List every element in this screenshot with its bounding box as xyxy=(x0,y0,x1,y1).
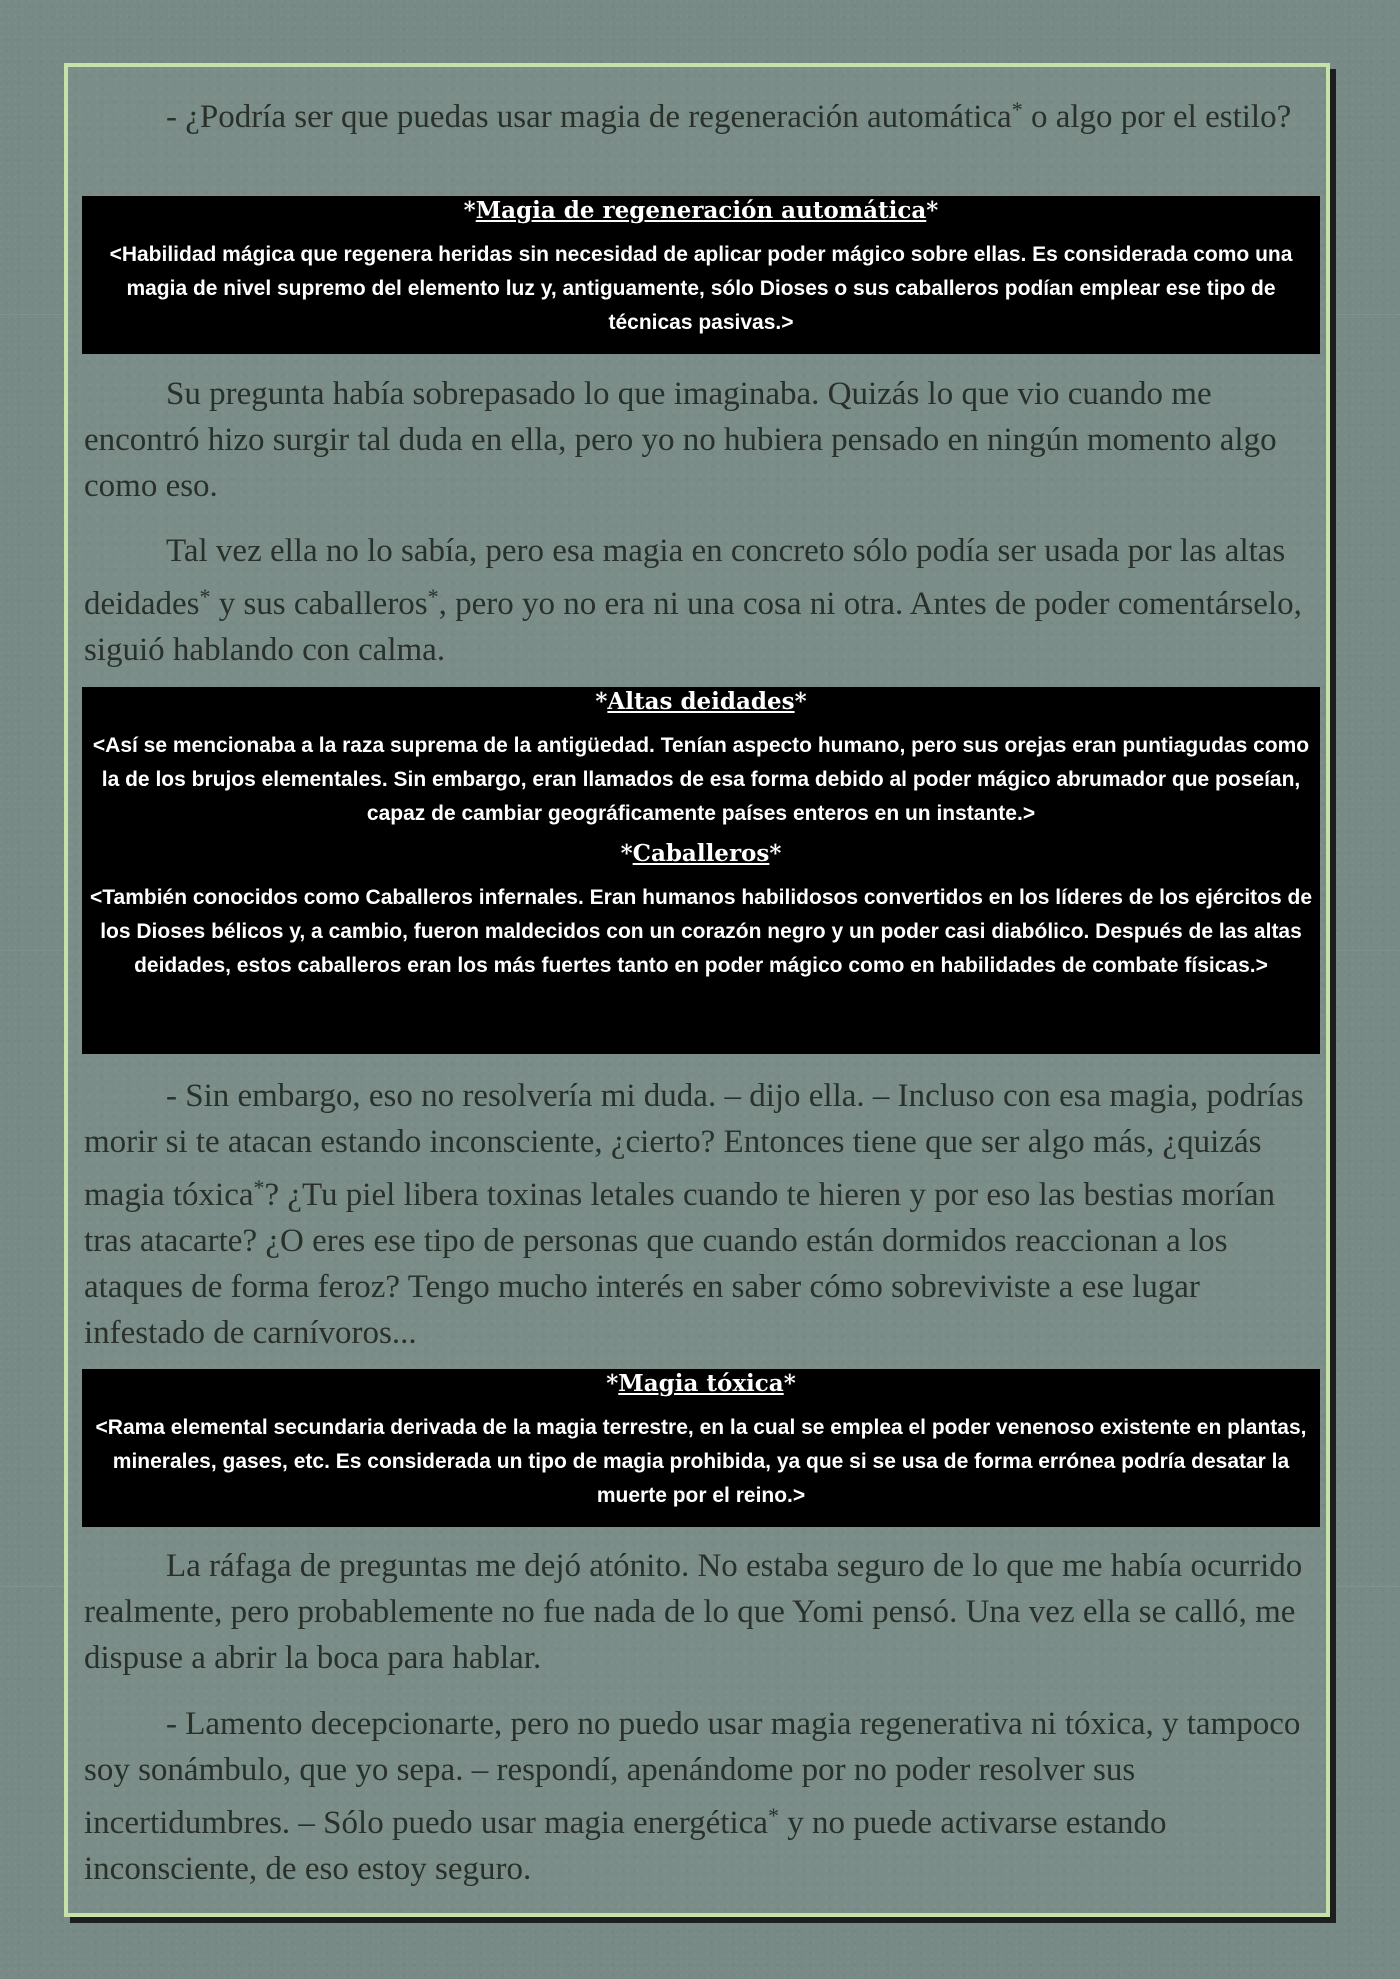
footnote-asterisk: * xyxy=(427,584,439,609)
paragraph-3-text-c: , pero yo no era ni una cosa ni otra. Antes de poder comentárselo, siguió hablando con calma. xyxy=(84,586,1302,668)
note-mark: * xyxy=(620,840,633,867)
paragraph-2: Su pregunta había sobrepasado lo que imaginaba. Quizás lo que vio cuando me encontró hizo surgir tal duda en ella, pero yo no hubiera pensado en ningún momento algo como eso. xyxy=(84,376,1277,504)
note-mark: * xyxy=(606,1370,619,1397)
note-title xyxy=(88,198,1314,224)
note-body: <También conocidos como Caballeros infernales. Eran humanos habilidosos convertidos en los líderes de los ejércitos de los Dioses bélicos y, a cambio, fueron maldecidos con un corazón negro y un poder casi diabólico. Después de las altas deidades, estos caballeros eran los más fuertes tanto en poder mágico como en habilidades de combate físicas.> xyxy=(89,886,1313,977)
paragraph-3-text-a: Tal vez ella no lo sabía, pero esa magia en concreto sólo podía ser usada por las altas deidades xyxy=(84,533,1286,622)
note-body: <Rama elemental secundaria derivada de la magia terrestre, en la cual se emplea el poder venenoso existente en plantas, minerales, gases, etc. Es considerada un tipo de magia prohibida, ya que si se usa de forma errónea podría desatar la muerte por el reino.> xyxy=(95,1416,1307,1507)
note-mark: * xyxy=(926,197,939,224)
note-title-text: Altas deidades xyxy=(607,688,795,715)
note-mark: * xyxy=(595,688,608,715)
note-mark: * xyxy=(794,688,807,715)
paragraph-1 xyxy=(84,87,1312,140)
glossary-note-deidades-caballeros xyxy=(82,687,1320,1054)
note-title-text: Magia de regeneración automática xyxy=(475,197,927,224)
footnote-asterisk: * xyxy=(253,1175,265,1200)
paragraph-6-text-a: - Lamento decepcionarte, pero no puedo usar magia regenerativa ni tóxica, y tampoco soy sonámbulo, que yo sepa. – respondí, apenándome por no poder resolver sus incertidumbres. – Sólo puedo usar magia energética xyxy=(84,1706,1301,1841)
paragraph-1-text-end: o algo por el estilo? xyxy=(1022,99,1292,135)
note-body: <Así se mencionaba a la raza suprema de la antigüedad. Tenían aspecto humano, pero sus orejas eran puntiagudas como la de los brujos elementales. Sin embargo, eran llamados de esa forma debido al poder mágico abrumador que poseían, capaz de cambiar geográficamente países enteros en un instante.> xyxy=(92,734,1310,825)
paragraph-6-text-b: y no puede activarse estando inconsciente, de eso estoy seguro. xyxy=(84,1805,1167,1887)
footnote-asterisk: * xyxy=(199,584,211,609)
footnote-asterisk: * xyxy=(767,1803,779,1828)
note-title xyxy=(88,1371,1314,1397)
paragraph-4 xyxy=(84,1073,1312,1356)
paragraph-1-text: - ¿Podría ser que puedas usar magia de regeneración automática xyxy=(166,99,1012,135)
glossary-note-regeneracion xyxy=(82,196,1320,354)
note-mark: * xyxy=(783,1370,796,1397)
page-frame xyxy=(64,63,1330,1917)
note-title xyxy=(88,689,1314,715)
note-mark: * xyxy=(769,840,782,867)
note-title xyxy=(88,841,1314,867)
note-title-text: Magia tóxica xyxy=(618,1370,784,1397)
footnote-asterisk: * xyxy=(1011,97,1023,122)
paragraph-4-text-b: ? ¿Tu piel libera toxinas letales cuando te hieren y por eso las bestias morían tras atacarte? ¿O eres ese tipo de personas que cuando están dormidos reaccionan a los ataques de forma feroz? Tengo mucho interés en saber cómo sobreviviste a ese lugar infestado de carnívoros... xyxy=(84,1177,1276,1351)
paragraph-3 xyxy=(84,528,1312,673)
note-body: <Habilidad mágica que regenera heridas sin necesidad de aplicar poder mágico sobre ellas. Es considerada como una magia de nivel supremo del elemento luz y, antiguamente, sólo Dioses o sus caballeros podían emplear ese tipo de técnicas pasivas.> xyxy=(109,243,1293,334)
paragraph-4-text-a: - Sin embargo, eso no resolvería mi duda. – dijo ella. – Incluso con esa magia, podrías morir si te atacan estando inconsciente, ¿cierto? Entonces tiene que ser algo más, ¿quizás magia tóxica xyxy=(84,1078,1304,1213)
glossary-note-toxica xyxy=(82,1369,1320,1527)
paragraph-3-text-b: y sus caballeros xyxy=(210,586,428,622)
paragraph-6 xyxy=(84,1701,1312,1892)
paragraph-5: La ráfaga de preguntas me dejó atónito. No estaba seguro de lo que me había ocurrido realmente, pero probablemente no fue nada de lo que Yomi pensó. Una vez ella se calló, me dispuse a abrir la boca para hablar. xyxy=(84,1548,1303,1676)
note-title-text: Caballeros xyxy=(632,840,770,867)
note-mark: * xyxy=(463,197,476,224)
